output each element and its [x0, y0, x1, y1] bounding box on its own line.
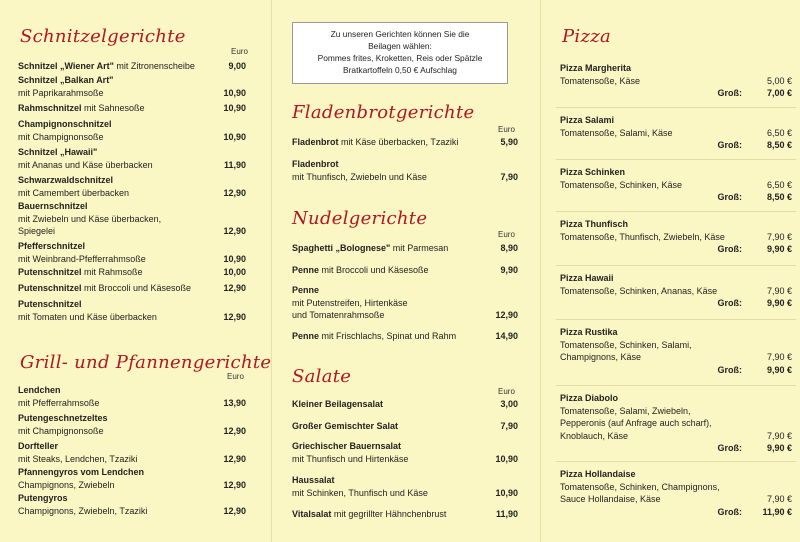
menu-item — [18, 492, 246, 517]
item-line — [18, 240, 246, 253]
pizza-gross-price: 7,00 € — [766, 88, 792, 98]
schnitzel-heading: Schnitzelgerichte — [20, 26, 186, 47]
item-name: Putenschnitzel — [18, 283, 82, 293]
item-line — [18, 60, 246, 73]
item-price: 12,90 — [223, 479, 246, 490]
pizza-gross-price: 8,50 € — [766, 140, 792, 150]
pizza-price: 7,90 € — [766, 352, 792, 362]
menu-item — [292, 158, 518, 183]
note-line: Beilagen wählen: — [368, 41, 432, 51]
item-name: Schwarzwaldschnitzel — [18, 175, 114, 185]
item-price: 12,90 — [223, 311, 246, 322]
menu-item — [18, 102, 246, 115]
item-price: 9,90 — [500, 265, 518, 275]
menu-item — [18, 466, 246, 491]
item-price: 12,90 — [223, 425, 246, 436]
item-description: mit Schinken, Thunfisch und Käse — [292, 487, 428, 498]
item-line — [292, 158, 518, 171]
item-price: 10,90 — [223, 131, 246, 142]
pizza-divider — [556, 385, 796, 386]
item-line — [18, 282, 246, 295]
item-line — [18, 440, 246, 453]
item-line — [292, 136, 518, 149]
euro-label: Euro — [231, 47, 248, 56]
item-line — [292, 284, 518, 297]
pizza-description: Tomatensoße, Schinken, Ananas, Käse — [560, 285, 718, 296]
item-detail: mit Parmesan — [390, 243, 449, 253]
item-description: mit Thunfisch, Zwiebeln und Käse — [292, 171, 427, 182]
fladenbrot-heading: Fladenbrotgerichte — [292, 102, 475, 123]
item-price: 3,00 — [500, 399, 518, 409]
pizza-price: 6,50 € — [766, 127, 792, 138]
pizza-description: Tomatensoße, Käse — [560, 75, 641, 86]
item-name: Lendchen — [18, 385, 61, 395]
item-price: 10,90 — [223, 103, 246, 113]
item-detail: mit Zitronenscheibe — [113, 61, 195, 71]
item-line — [18, 384, 246, 397]
pizza-divider — [556, 211, 796, 212]
menu-item — [18, 282, 246, 295]
menu-item — [18, 74, 246, 99]
item-description: mit Putenstreifen, Hirtenkäse — [292, 297, 408, 308]
item-description: mit Champignonsoße — [18, 425, 104, 436]
pizza-gross-price: 9,90 € — [766, 244, 792, 254]
menu-item — [18, 298, 246, 323]
pizza-divider — [556, 461, 796, 462]
item-name: Pfannengyros vom Lendchen — [18, 467, 145, 477]
item-name: Großer Gemischter Salat — [292, 421, 399, 431]
pizza-description: Tomatensoße, Salami, Zwiebeln, — [560, 405, 691, 416]
pizza-name: Pizza Schinken — [560, 167, 626, 177]
pizza-divider — [556, 319, 796, 320]
item-price: 9,00 — [228, 61, 246, 71]
pizza-price: 7,90 € — [766, 231, 792, 242]
menu-item — [18, 60, 246, 73]
pizza-price: 6,50 € — [766, 179, 792, 190]
item-description: mit Steaks, Lendchen, Tzaziki — [18, 453, 138, 464]
item-name: Penne — [292, 285, 320, 295]
item-name: Griechischer Bauernsalat — [292, 441, 402, 451]
item-line — [292, 264, 518, 277]
item-price: 11,90 — [495, 509, 518, 519]
pizza-item — [560, 272, 795, 308]
pizza-divider — [556, 107, 796, 108]
pizza-item — [560, 166, 795, 202]
item-detail: mit Rahmsoße — [81, 267, 143, 277]
pizza-description: Sauce Hollandaise, Käse — [560, 494, 661, 504]
fold-line — [271, 0, 272, 542]
item-name: Rahmschnitzel — [18, 103, 82, 113]
item-detail: mit Broccoli und Käsesoße — [81, 283, 192, 293]
item-price: 12,90 — [223, 453, 246, 464]
nudel-heading: Nudelgerichte — [292, 208, 428, 229]
item-price: 10,90 — [495, 487, 518, 498]
item-name: Champignonschnitzel — [18, 119, 112, 129]
item-line — [18, 298, 246, 311]
item-price: 10,90 — [223, 253, 246, 264]
pizza-gross-price: 9,90 € — [766, 298, 792, 308]
pizza-price: 5,00 € — [766, 75, 792, 86]
item-line — [18, 492, 246, 505]
item-line — [292, 330, 518, 343]
menu-item — [292, 330, 518, 343]
item-detail: mit Broccoli und Käsesoße — [319, 265, 429, 275]
item-name: Fladenbrot — [292, 137, 339, 147]
item-name: Schnitzel „Hawaii" — [18, 147, 98, 157]
gross-label: Groß: — [717, 298, 742, 308]
item-price: 12,90 — [223, 187, 246, 198]
item-line — [292, 474, 518, 487]
item-price: 11,90 — [223, 159, 246, 170]
item-price: 7,90 — [500, 421, 518, 431]
item-name: Haussalat — [292, 475, 335, 485]
item-line — [292, 420, 518, 433]
salate-heading: Salate — [292, 366, 352, 387]
item-name: Putengeschnetzeltes — [18, 413, 108, 423]
item-description: mit Zwiebeln und Käse überbacken, — [18, 213, 162, 224]
item-name: Spaghetti „Bolognese" — [292, 243, 391, 253]
menu-item — [18, 174, 246, 199]
item-description: Spiegelei — [18, 226, 56, 236]
pizza-divider — [556, 265, 796, 266]
item-price: 12,90 — [223, 505, 246, 516]
menu-item — [18, 266, 246, 279]
pizza-price: 7,90 € — [766, 285, 792, 296]
pizza-gross-price: 9,90 € — [766, 364, 792, 375]
fold-line — [540, 0, 541, 542]
menu-item — [292, 398, 518, 411]
item-price: 12,90 — [495, 310, 518, 320]
gross-label: Groß: — [717, 506, 742, 517]
pizza-item — [560, 62, 795, 98]
gross-label: Groß: — [717, 140, 742, 150]
pizza-name: Pizza Salami — [560, 115, 615, 125]
menu-item — [18, 412, 246, 437]
pizza-gross-price: 11,90 € — [762, 506, 792, 517]
item-description: mit Paprikarahmsoße — [18, 87, 104, 98]
item-name: Vitalsalat — [292, 509, 332, 519]
item-line — [18, 466, 246, 479]
note-line: Zu unseren Gerichten können Sie die — [330, 29, 470, 39]
item-description: mit Thunfisch und Hirtenkäse — [292, 453, 409, 464]
item-price: 10,90 — [223, 87, 246, 98]
item-description: mit Pfefferrahmsoße — [18, 397, 100, 408]
item-price: 7,90 — [500, 171, 518, 182]
item-description: mit Tomaten und Käse überbacken — [18, 311, 157, 322]
gross-label: Groß: — [717, 192, 742, 202]
item-price: 8,90 — [500, 243, 518, 253]
item-price: 14,90 — [495, 331, 518, 341]
item-line — [18, 266, 246, 279]
item-description: Champignons, Zwiebeln — [18, 479, 115, 490]
menu-item — [18, 118, 246, 143]
item-price: 5,90 — [500, 137, 518, 147]
item-detail: mit Sahnesoße — [81, 103, 145, 113]
item-line — [292, 508, 518, 521]
pizza-name: Pizza Hawaii — [560, 273, 614, 283]
item-description: und Tomatenrahmsoße — [292, 310, 385, 320]
item-price: 13,90 — [223, 397, 246, 408]
pizza-description: Tomatensoße, Salami, Käse — [560, 127, 673, 138]
item-description: mit Weinbrand-Pfefferrahmsoße — [18, 253, 146, 264]
menu-item — [18, 240, 246, 265]
item-price: 10,90 — [495, 453, 518, 464]
side-dish-note — [292, 22, 508, 84]
item-description: Champignons, Zwiebeln, Tzaziki — [18, 505, 148, 516]
item-description: mit Champignonsoße — [18, 131, 104, 142]
item-name: Schnitzel „Wiener Art" — [18, 61, 114, 71]
item-line — [18, 74, 246, 87]
pizza-description: Pepperonis (auf Anfrage auch scharf), — [560, 418, 712, 428]
gross-label: Groß: — [717, 88, 742, 98]
menu-item — [292, 264, 518, 277]
pizza-description: Tomatensoße, Schinken, Salami, — [560, 339, 692, 350]
pizza-divider — [556, 159, 796, 160]
pizza-description: Tomatensoße, Schinken, Käse — [560, 179, 683, 190]
item-name: Putenschnitzel — [18, 299, 82, 309]
pizza-item — [560, 392, 795, 453]
menu-item — [18, 440, 246, 465]
pizza-name: Pizza Margherita — [560, 63, 632, 73]
pizza-price: 7,90 € — [766, 494, 792, 504]
menu-item — [292, 242, 518, 255]
pizza-gross-price: 8,50 € — [766, 192, 792, 202]
euro-label: Euro — [498, 230, 515, 239]
item-name: Dorfteller — [18, 441, 59, 451]
pizza-name: Pizza Hollandaise — [560, 469, 636, 479]
pizza-item — [560, 114, 795, 150]
item-name: Kleiner Beilagensalat — [292, 399, 384, 409]
item-line — [18, 102, 246, 115]
item-name: Penne — [292, 265, 320, 275]
item-price: 12,90 — [223, 226, 246, 236]
item-detail: mit Käse überbacken, Tzaziki — [338, 137, 459, 147]
item-line — [18, 200, 246, 213]
menu-item — [292, 420, 518, 433]
pizza-description: Champignons, Käse — [560, 352, 642, 362]
pizza-description: Tomatensoße, Schinken, Champignons, — [560, 481, 720, 492]
euro-label: Euro — [498, 387, 515, 396]
pizza-item — [560, 326, 795, 375]
note-line: Bratkartoffeln 0,50 € Aufschlag — [343, 65, 457, 75]
item-description: mit Camembert überbacken — [18, 187, 130, 198]
item-name: Bauernschnitzel — [18, 201, 88, 211]
item-line — [18, 146, 246, 159]
pizza-price: 7,90 € — [766, 430, 792, 441]
pizza-item — [560, 218, 795, 254]
item-line — [292, 440, 518, 453]
menu-item — [18, 146, 246, 171]
pizza-gross-price: 9,90 € — [766, 443, 792, 453]
item-name: Schnitzel „Balkan Art" — [18, 75, 114, 85]
item-detail: mit Frischlachs, Spinat und Rahm — [319, 331, 457, 341]
menu-item — [292, 440, 518, 465]
item-name: Putengyros — [18, 493, 68, 503]
item-line — [18, 174, 246, 187]
item-name: Fladenbrot — [292, 159, 339, 169]
grill-heading: Grill- und Pfannengerichte — [20, 352, 272, 373]
item-line — [18, 412, 246, 425]
item-detail: mit gegrillter Hähnchenbrust — [331, 509, 447, 519]
item-name: Pfefferschnitzel — [18, 241, 86, 251]
menu-item — [292, 508, 518, 521]
gross-label: Groß: — [717, 364, 742, 375]
item-name: Putenschnitzel — [18, 267, 82, 277]
gross-label: Groß: — [717, 443, 742, 453]
pizza-description: Knoblauch, Käse — [560, 430, 629, 441]
menu-item — [292, 136, 518, 149]
pizza-name: Pizza Rustika — [560, 327, 618, 337]
gross-label: Groß: — [717, 244, 742, 254]
menu-item — [292, 474, 518, 499]
note-line: Pommes frites, Kroketten, Reis oder Spätzle — [317, 53, 483, 63]
item-price: 10,00 — [223, 267, 246, 277]
menu-item — [18, 200, 246, 238]
pizza-name: Pizza Diabolo — [560, 393, 619, 403]
euro-label: Euro — [227, 372, 244, 381]
menu-item — [18, 384, 246, 409]
pizza-name: Pizza Thunfisch — [560, 219, 629, 229]
pizza-item — [560, 468, 795, 517]
pizza-description: Tomatensoße, Thunfisch, Zwiebeln, Käse — [560, 231, 725, 242]
item-line — [292, 398, 518, 411]
item-description: mit Ananas und Käse überbacken — [18, 159, 153, 170]
item-price: 12,90 — [223, 283, 246, 293]
menu-item — [292, 284, 518, 322]
pizza-heading: Pizza — [562, 26, 612, 47]
euro-label: Euro — [498, 125, 515, 134]
item-line — [18, 118, 246, 131]
item-line — [292, 242, 518, 255]
item-name: Penne — [292, 331, 320, 341]
